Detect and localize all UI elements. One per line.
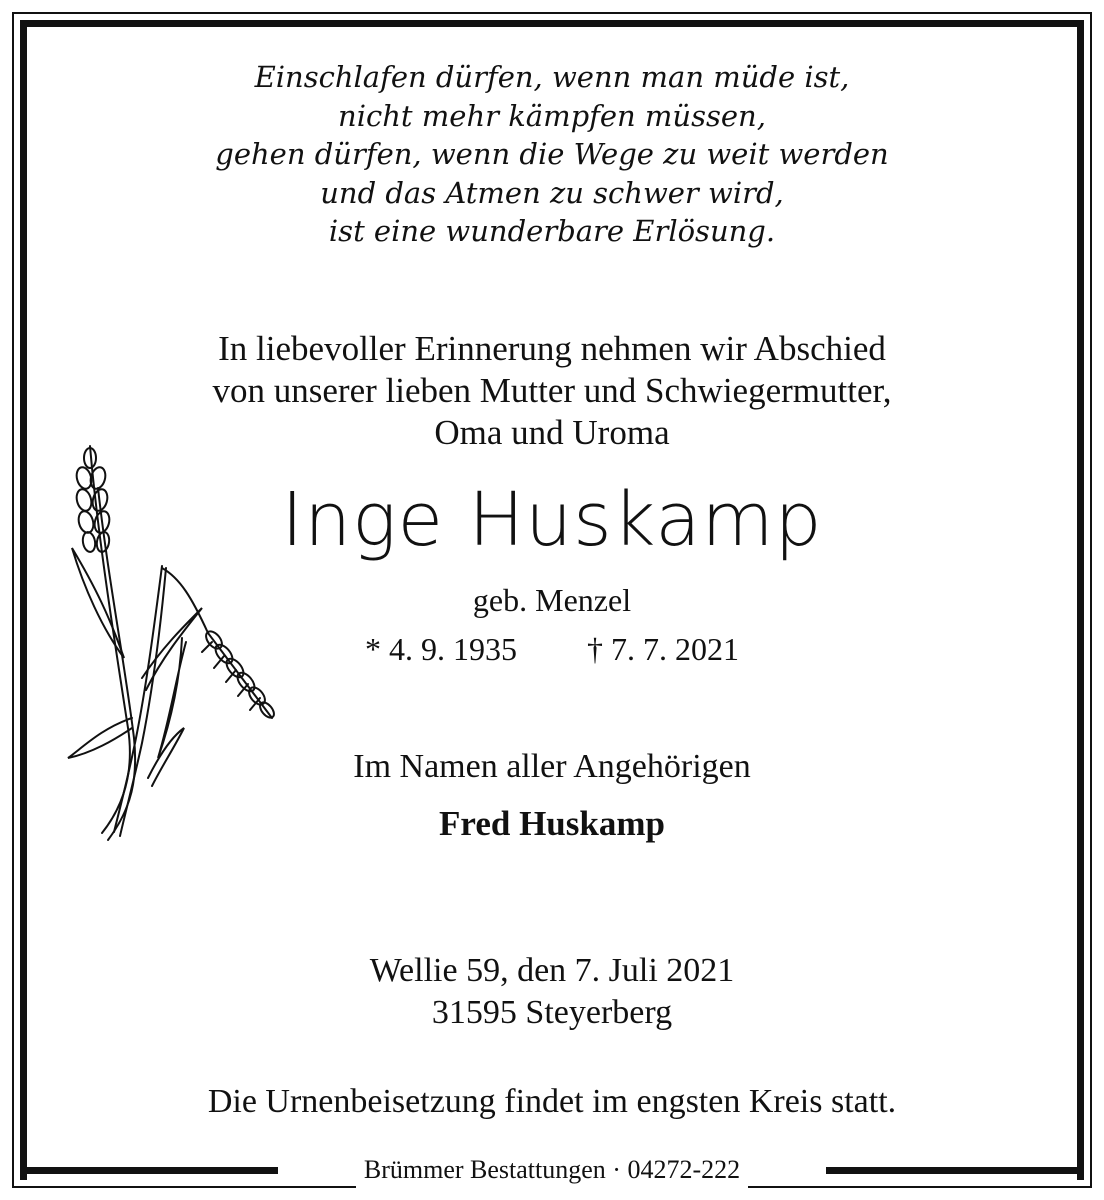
funeral-home-info: Brümmer Bestattungen · 04272-222 [356, 1152, 748, 1188]
poem [0, 58, 1104, 251]
poem-line: ist eine wunderbare Erlösung. [328, 214, 776, 248]
address-line: Wellie 59, den 7. Juli 2021 [369, 952, 735, 989]
poem-line: Einschlafen dürfen, wenn man müde ist, [254, 60, 850, 94]
intro-line: In liebevoller Erinnerung nehmen wir Abschied [218, 329, 886, 368]
birth-date: * 4. 9. 1935 [365, 631, 517, 667]
life-dates [0, 628, 1104, 670]
signer-name: Fred Huskamp [439, 804, 665, 843]
maiden-name: geb. Menzel [472, 582, 632, 618]
address-line: 31595 Steyerberg [431, 994, 673, 1031]
address [0, 950, 1104, 1034]
poem-line: gehen dürfen, wenn die Wege zu weit werden [215, 137, 889, 171]
burial-notice: Die Urnenbeisetzung findet im engsten Kreis statt. [207, 1083, 897, 1120]
footer [0, 1152, 1104, 1188]
intro-line: Oma und Uroma [434, 413, 670, 452]
on-behalf-text: Im Namen aller Angehörigen [353, 748, 751, 785]
death-date: † 7. 7. 2021 [587, 631, 739, 667]
intro-line: von unserer lieben Mutter und Schwiegermutter, [212, 371, 892, 410]
poem-line: nicht mehr kämpfen müssen, [338, 98, 766, 133]
deceased-name: Inge Huskamp [281, 477, 823, 563]
poem-line: und das Atmen zu schwer wird, [320, 175, 784, 210]
